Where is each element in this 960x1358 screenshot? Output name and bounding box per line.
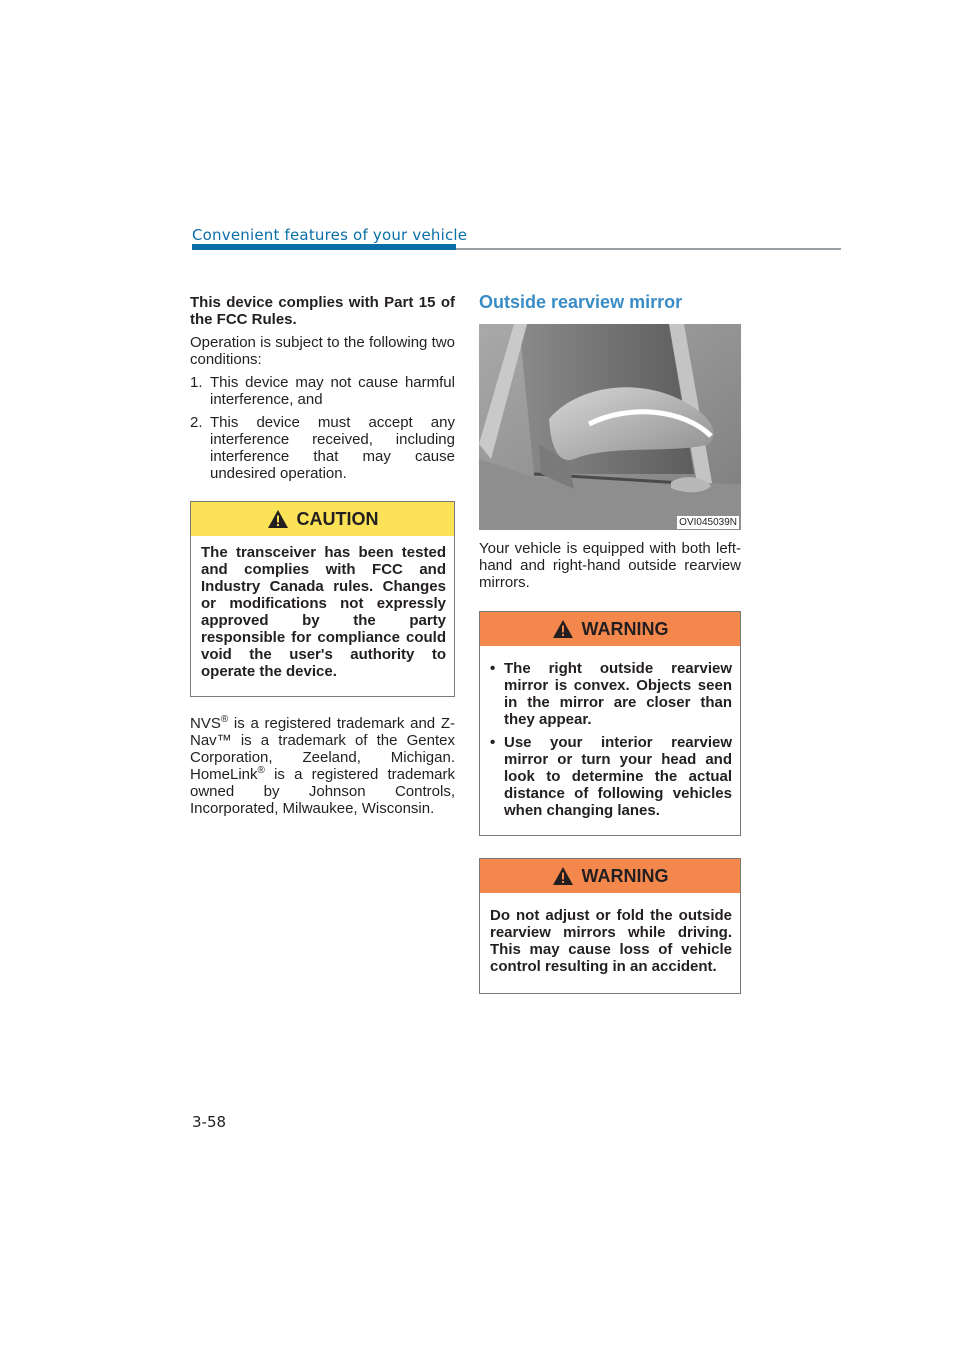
warning-header bbox=[480, 612, 740, 646]
caution-box bbox=[190, 501, 455, 697]
bullet-text: Use your interior rearview mirror or turn your head and look to determine the actual distance of following vehicles when changing lanes. bbox=[504, 734, 732, 819]
warning-triangle-icon bbox=[552, 866, 574, 886]
header-title: Convenient features of your vehicle bbox=[192, 226, 468, 244]
warning-box bbox=[479, 858, 741, 994]
condition-text: This device must accept any interference received, including interference that may cause undesired operation. bbox=[210, 414, 455, 482]
warning-header bbox=[480, 859, 740, 893]
homelink-name: HomeLink bbox=[190, 766, 258, 783]
condition-item bbox=[190, 374, 455, 408]
warning-label: WARNING bbox=[581, 865, 669, 886]
warning-triangle-icon bbox=[552, 619, 574, 639]
warning-label: WARNING bbox=[581, 618, 669, 639]
warning-triangle-icon bbox=[267, 509, 289, 529]
operation-intro: Operation is subject to the following two conditions: bbox=[190, 334, 455, 368]
header-rule bbox=[456, 248, 841, 250]
condition-number: 2. bbox=[190, 414, 203, 431]
page-number: 3-58 bbox=[192, 1113, 227, 1131]
caution-body bbox=[191, 536, 454, 696]
condition-item bbox=[190, 414, 455, 482]
bullet-icon: • bbox=[490, 660, 496, 677]
trademark-part-2: is a registered trademark owned by Johnson Controls, Incorporated, Milwaukee, Wisconsin. bbox=[190, 766, 455, 817]
condition-text: This device may not cause harmful interference, and bbox=[210, 374, 455, 408]
warning-text: Do not adjust or fold the outside rearview mirrors while driving. This may cause loss of vehicle control resulting in an accident. bbox=[490, 907, 732, 975]
warning-bullet bbox=[490, 660, 732, 728]
condition-number: 1. bbox=[190, 374, 203, 391]
nvs-name: NVS bbox=[190, 715, 221, 732]
fcc-statement: This device complies with Part 15 of the FCC Rules. bbox=[190, 294, 455, 328]
trademark-part-1: is a registered trademark and Z-Nav™ is a trademark of the Gentex Corporation, Zeeland, Michigan. bbox=[190, 715, 455, 766]
registered-mark: ® bbox=[257, 765, 265, 776]
mirror-intro: Your vehicle is equipped with both left-hand and right-hand outside rearview mirrors. bbox=[479, 540, 741, 591]
bullet-icon: • bbox=[490, 734, 496, 751]
mirror-illustration bbox=[479, 324, 741, 530]
left-column bbox=[190, 294, 455, 817]
warning-body bbox=[480, 646, 740, 835]
image-code: OVI045039N bbox=[679, 517, 737, 528]
warning-body bbox=[480, 893, 740, 993]
bullet-text: The right outside rearview mirror is convex. Objects seen in the mirror are closer than they appear. bbox=[504, 660, 732, 728]
mirror-photo bbox=[479, 324, 741, 530]
caution-text: The transceiver has been tested and complies with FCC and Industry Canada rules. Changes or modifications not expressly approved by the party responsible for compliance could void the user's authority to operate the device. bbox=[201, 544, 446, 680]
trademark-text bbox=[190, 715, 455, 817]
caution-label: CAUTION bbox=[296, 508, 379, 529]
warning-box bbox=[479, 611, 741, 836]
registered-mark: ® bbox=[220, 714, 229, 725]
warning-bullet bbox=[490, 734, 732, 819]
section-title: Outside rearview mirror bbox=[479, 292, 683, 312]
caution-header bbox=[191, 502, 454, 536]
header-bar bbox=[192, 244, 456, 250]
right-column bbox=[479, 292, 741, 994]
